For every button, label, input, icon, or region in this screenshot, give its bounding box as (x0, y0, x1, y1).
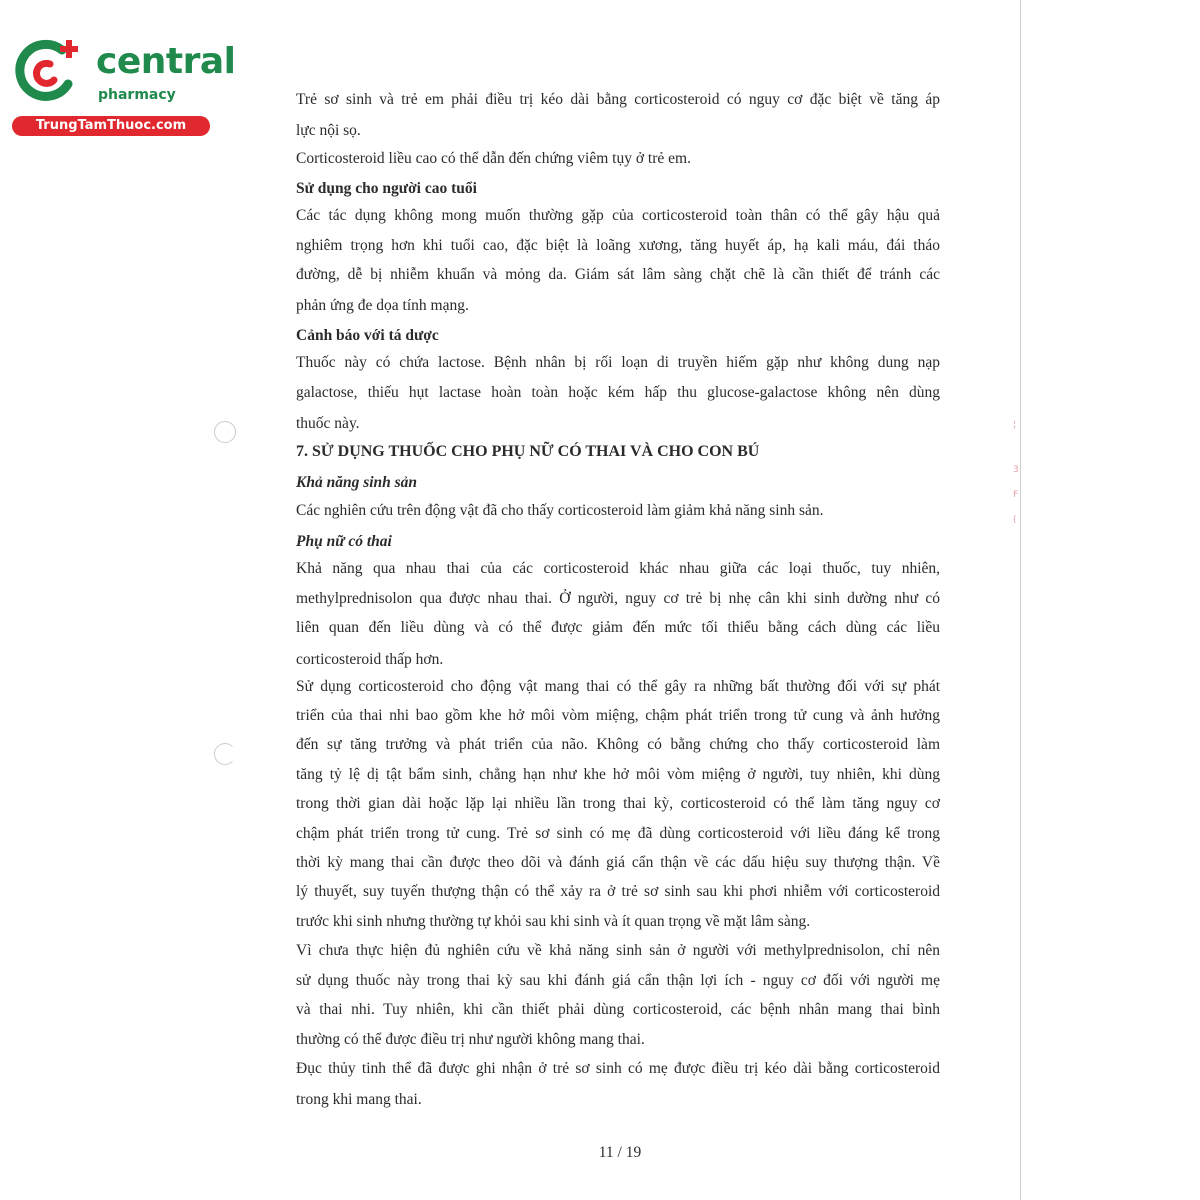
body-line: Corticosteroid liều cao có thể dẫn đến chứng viêm tụy ở trẻ em. (296, 150, 691, 167)
section-heading-7: 7. SỬ DỤNG THUỐC CHO PHỤ NỮ CÓ THAI VÀ CHO CON BÚ (296, 443, 760, 460)
body-line: phản ứng đe dọa tính mạng. (296, 297, 469, 314)
margin-mark: ¦ (1013, 420, 1017, 430)
body-line: Khả năng qua nhau thai của các corticosteroid khác nhau giữa các loại thuốc, tuy nhiên, (296, 560, 940, 577)
subheading-elderly: Sử dụng cho người cao tuổi (296, 180, 477, 197)
margin-mark: F (1013, 490, 1019, 500)
body-line: Vì chưa thực hiện đủ nghiên cứu về khả năng sinh sản ở người với methylprednisolon, chỉ nên (296, 942, 940, 959)
body-line: methylprednisolon qua được nhau thai. Ở người, nguy cơ trẻ bị nhẹ cân khi sinh dường như có (296, 590, 940, 607)
body-line: lực nội sọ. (296, 122, 361, 139)
subheading-excipients: Cảnh báo với tá dược (296, 327, 439, 344)
body-line: Sử dụng corticosteroid cho động vật mang thai có thể gây ra những bất thường đối với sự phát (296, 678, 940, 695)
body-line: Trẻ sơ sinh và trẻ em phải điều trị kéo dài bằng corticosteroid có nguy cơ đặc biệt về tăng áp (296, 91, 940, 108)
body-line: liên quan đến liều dùng và có thể được giảm đến mức tối thiểu bằng cách dùng các liều (296, 619, 940, 636)
page-number: 11 / 19 (598, 1144, 642, 1161)
subheading-fertility: Khả năng sinh sản (296, 474, 418, 491)
body-line: Các nghiên cứu trên động vật đã cho thấy corticosteroid làm giảm khả năng sinh sản. (296, 502, 824, 519)
page-edge-line (1020, 0, 1021, 1200)
logo-banner: TrungTamThuoc.com (12, 116, 210, 136)
body-line: trước khi sinh nhưng thường tự khỏi sau khi sinh và ít quan trọng về mặt lâm sàng. (296, 913, 811, 930)
body-line: thuốc này. (296, 415, 360, 432)
subheading-pregnant-women: Phụ nữ có thai (296, 533, 392, 550)
punch-hole-icon (214, 421, 236, 443)
body-line: corticosteroid thấp hơn. (296, 651, 444, 668)
body-line: chậm phát triển trong tử cung. Trẻ sơ sinh có mẹ đã dùng corticosteroid với liều đáng kể trong (296, 825, 940, 842)
logo-name: central (96, 41, 236, 82)
body-line: Đục thủy tinh thể đã được ghi nhận ở trẻ sơ sinh có mẹ được điều trị kéo dài bằng corticosteroid (296, 1060, 940, 1077)
body-line: Các tác dụng không mong muốn thường gặp của corticosteroid toàn thân có thể gây hậu quả (296, 207, 940, 224)
body-line: lý thuyết, suy tuyến thượng thận có thể xảy ra ở trẻ sơ sinh sau khi phơi nhiễm với corticosteroid (296, 883, 940, 900)
body-line: đến sự tăng trưởng và phát triển của não. Không có bằng chứng cho thấy corticosteroid làm (296, 736, 940, 753)
body-line: triển của thai nhi bao gồm khe hở môi vòm miệng, chậm phát triển trong tử cung và ảnh hưởng (296, 707, 940, 724)
margin-mark: ( (1013, 515, 1017, 525)
pharmacy-logo[interactable] (10, 36, 236, 136)
body-line: trong khi mang thai. (296, 1091, 422, 1108)
body-line: Thuốc này có chứa lactose. Bệnh nhân bị rối loạn di truyền hiếm gặp như không dung nạp (296, 354, 940, 371)
body-line: và thai nhi. Tuy nhiên, khi cần thiết phải dùng corticosteroid, các bệnh nhân mang thai bình (296, 1001, 940, 1018)
body-line: nghiêm trọng hơn khi tuổi cao, đặc biệt là loãng xương, tăng huyết áp, hạ kali máu, đái tháo (296, 237, 940, 254)
margin-mark: 3 (1013, 465, 1019, 475)
body-line: tăng tỷ lệ dị tật bẩm sinh, chẳng hạn như khe hở môi vòm miệng ở người, tuy nhiên, khi dùng (296, 766, 940, 783)
punch-hole-icon (214, 743, 236, 765)
body-line: thời kỳ mang thai cần được theo dõi và đánh giá cẩn thận về các dấu hiệu suy thượng thận. Về (296, 854, 940, 871)
body-line: galactose, thiếu hụt lactase hoàn toàn hoặc kém hấp thu glucose-galactose không nên dùng (296, 384, 940, 401)
logo-subtitle: pharmacy (98, 87, 176, 103)
body-line: thường có thể được điều trị như người không mang thai. (296, 1031, 645, 1048)
logo-mark-icon (10, 36, 88, 106)
body-line: sử dụng thuốc này trong thai kỳ sau khi đánh giá cẩn thận lợi ích - nguy cơ đối với người mẹ (296, 972, 940, 989)
body-line: trong thời gian dài hoặc lặp lại nhiều lần trong thai kỳ, corticosteroid có thể làm tăng nguy cơ (296, 795, 940, 812)
body-line: đường, dễ bị nhiễm khuẩn và mỏng da. Giám sát lâm sàng chặt chẽ là cần thiết để tránh các (296, 266, 940, 283)
